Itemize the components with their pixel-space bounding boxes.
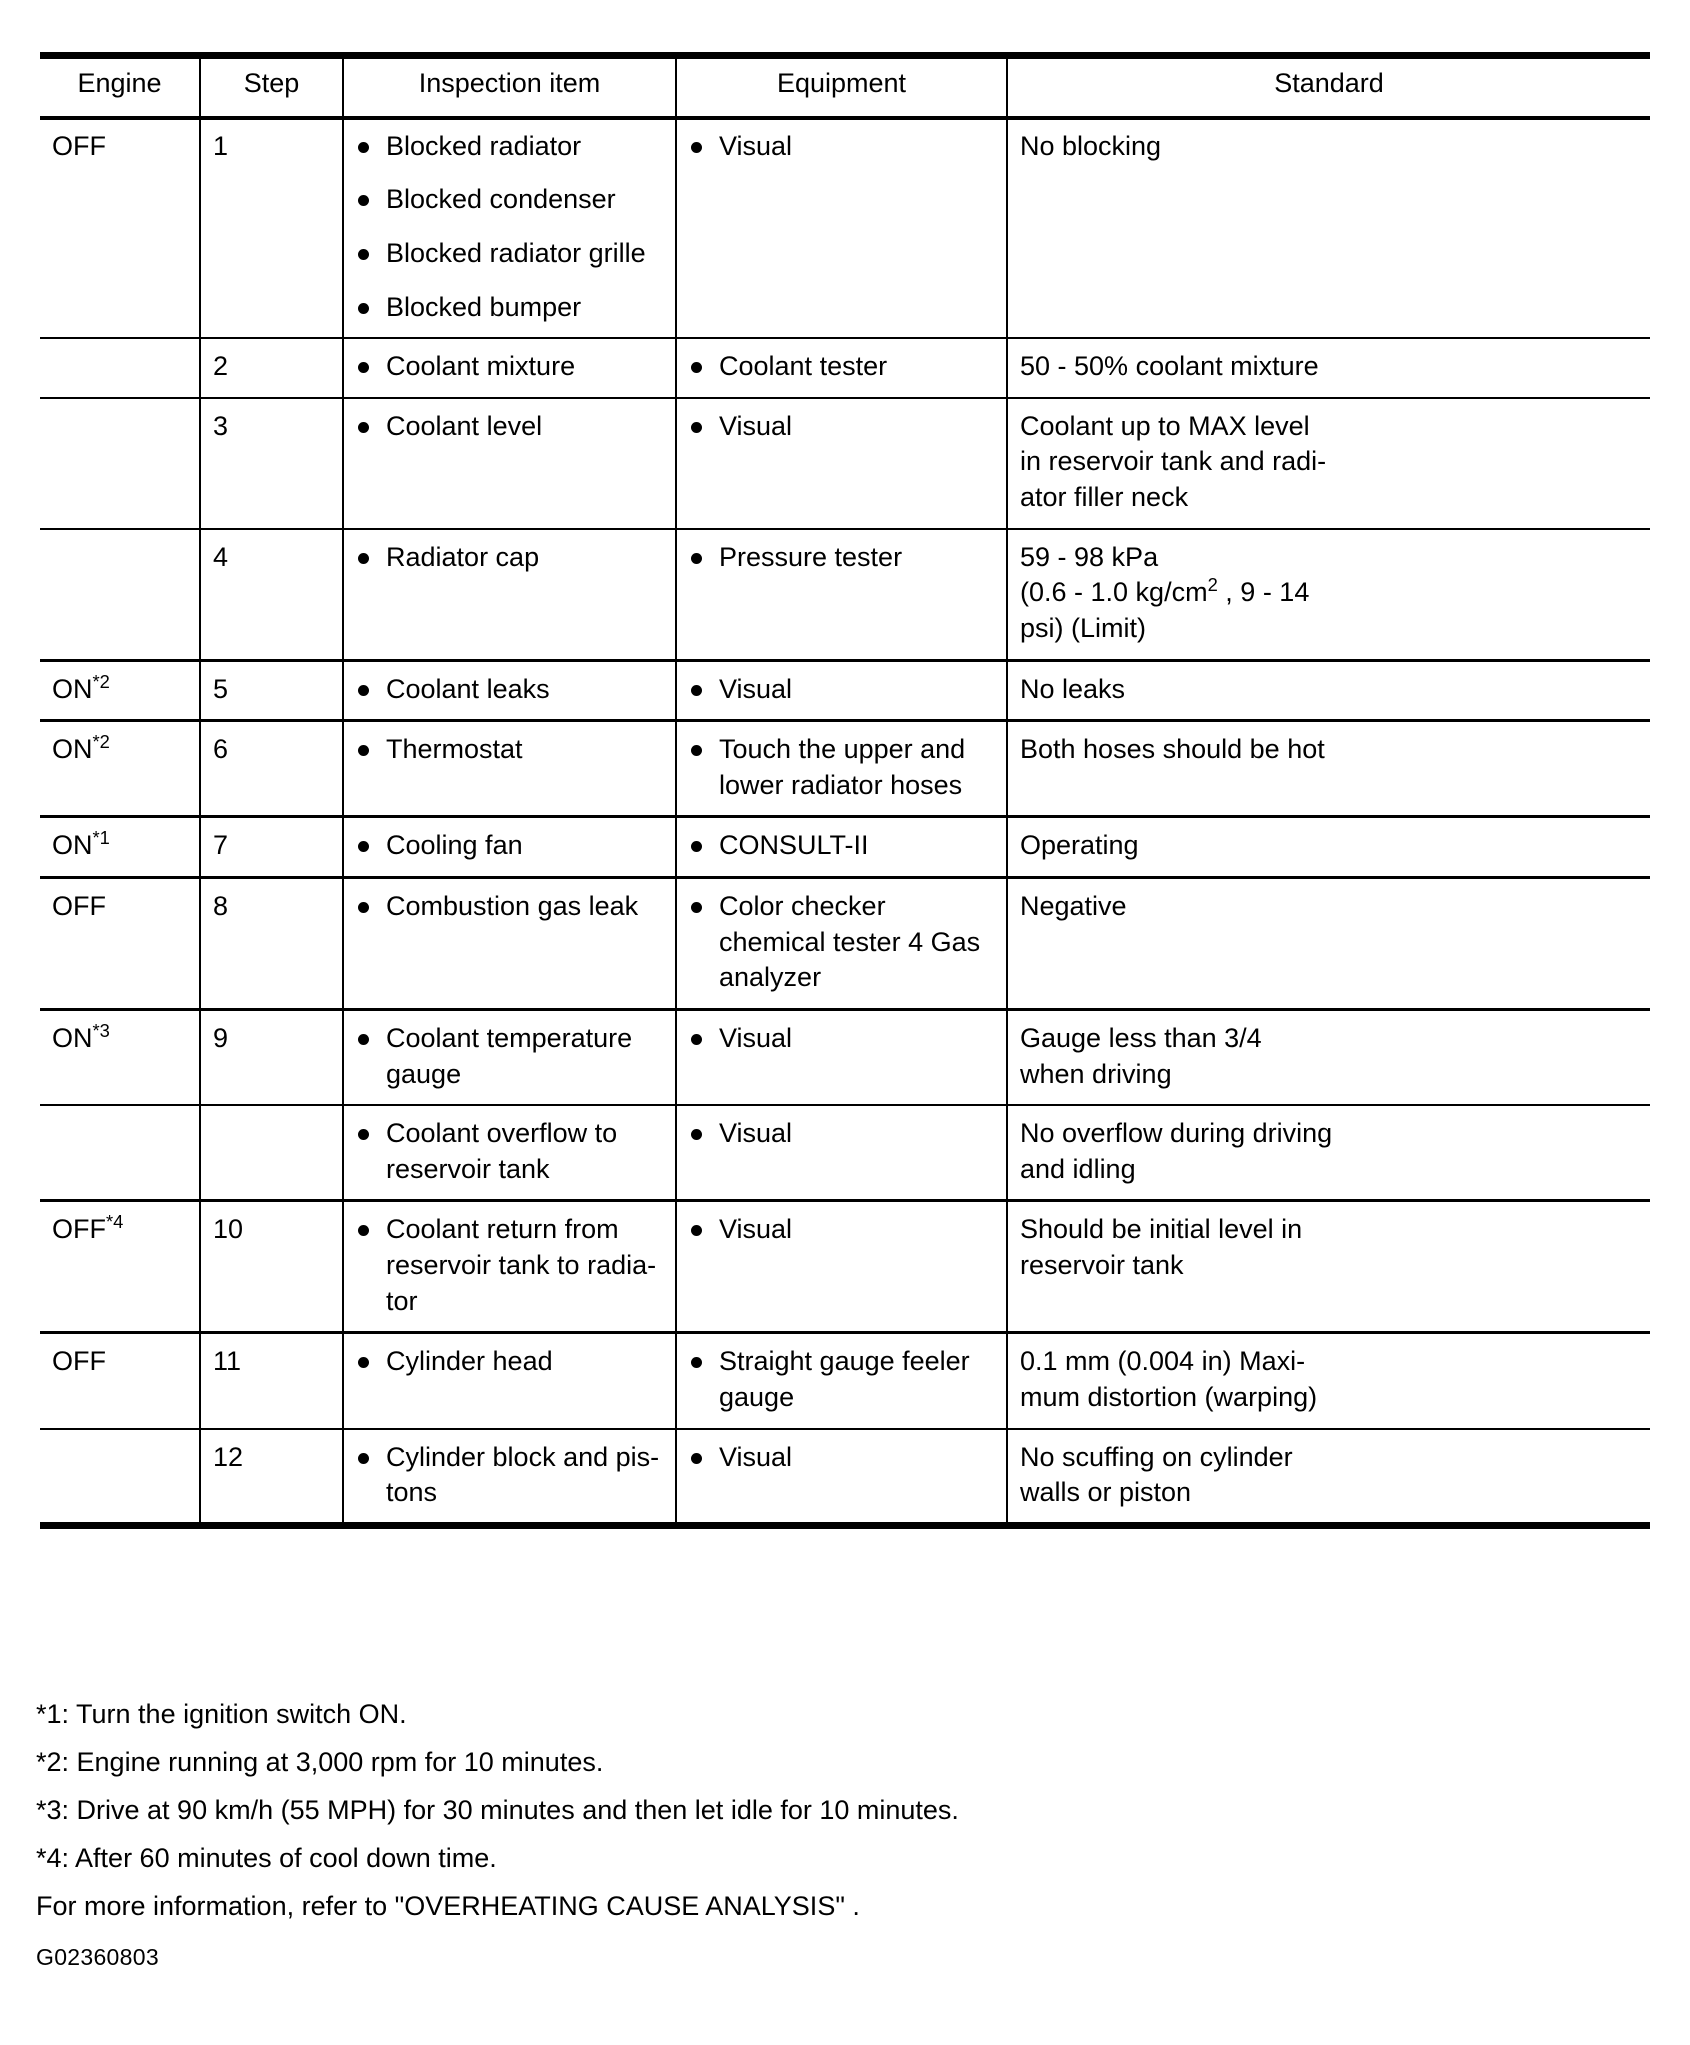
cell-standard [1007, 1105, 1650, 1201]
standard-line: 50 - 50% coolant mixture [1020, 351, 1319, 382]
engine-footnote-marker: *2 [92, 670, 110, 692]
bullet-dot-icon [358, 1225, 369, 1236]
bullet-item-label: Combustion gas leak [386, 891, 639, 921]
cell-equipment [676, 1105, 1007, 1201]
table-row [40, 1333, 1650, 1429]
bullet-item [356, 1344, 663, 1380]
table-row [40, 1105, 1650, 1201]
table-row [40, 817, 1650, 878]
cell-standard [1007, 878, 1650, 1010]
cell-inspection-item [343, 1333, 676, 1429]
cell-equipment [676, 529, 1007, 660]
table-row [40, 660, 1650, 721]
bullet-item [689, 129, 994, 165]
cell-step: 5 [200, 660, 343, 721]
cell-inspection-item [343, 660, 676, 721]
bullet-item [356, 409, 663, 445]
bullet-dot-icon [691, 1453, 702, 1464]
table-row [40, 398, 1650, 529]
bullet-item [356, 1021, 663, 1092]
cell-engine [40, 529, 200, 660]
bullet-item-label: Coolant mixture [386, 351, 576, 382]
table-row [40, 338, 1650, 398]
bullet-dot-icon [358, 362, 369, 373]
bullet-item-label: Coolant overflow to reservoir tank [386, 1118, 618, 1184]
footnote-2: *2: Engine running at 3,000 rpm for 10 minutes. [36, 1747, 604, 1777]
standard-line: in reservoir tank and radi- [1020, 446, 1327, 477]
cell-standard [1007, 817, 1650, 878]
cell-equipment [676, 660, 1007, 721]
cell-step: 11 [200, 1333, 343, 1429]
cell-engine [40, 117, 200, 338]
cell-engine [40, 1105, 200, 1201]
standard-line: Coolant up to MAX level [1020, 410, 1310, 441]
bullet-dot-icon [691, 685, 702, 696]
cell-standard [1007, 721, 1650, 817]
bullet-item [356, 889, 663, 925]
cell-engine [40, 338, 200, 398]
bullet-dot-icon [358, 1034, 369, 1045]
header-row [40, 52, 1650, 117]
bullet-dot-icon [358, 745, 369, 756]
cell-equipment [676, 878, 1007, 1010]
bullet-item [689, 1021, 994, 1057]
bullet-item-label: Blocked condenser [386, 184, 616, 215]
standard-line: No blocking [1020, 130, 1162, 161]
cell-inspection-item [343, 117, 676, 338]
bullet-item-label: Straight gauge feeler gauge [719, 1346, 970, 1412]
footnote-4: *4: After 60 minutes of cool down time. [36, 1843, 497, 1873]
engine-footnote-marker: *1 [92, 827, 110, 849]
bullet-item-label: Coolant temperature gauge [386, 1022, 633, 1089]
bullet-item [356, 828, 663, 864]
bullet-item-label: Visual [719, 130, 793, 161]
cell-engine [40, 1429, 200, 1524]
standard-line: ator filler neck [1020, 482, 1189, 512]
cell-inspection-item [343, 338, 676, 398]
engine-state: ON [52, 673, 93, 704]
cell-step: 1 [200, 117, 343, 338]
cell-standard [1007, 529, 1650, 660]
cell-standard [1007, 338, 1650, 398]
bullet-item [356, 1116, 663, 1187]
bullet-item-label: Radiator cap [386, 541, 540, 572]
cell-engine [40, 1201, 200, 1333]
bullet-dot-icon [691, 902, 702, 913]
cell-standard [1007, 1009, 1650, 1105]
bullet-dot-icon [358, 1129, 369, 1140]
cell-engine [40, 1009, 200, 1105]
cell-equipment [676, 721, 1007, 817]
cell-inspection-item [343, 817, 676, 878]
bullet-item-label: Cooling fan [386, 830, 523, 861]
standard-line: Negative [1020, 891, 1127, 921]
cell-engine [40, 398, 200, 529]
cell-engine [40, 817, 200, 878]
bullet-dot-icon [358, 553, 369, 564]
footnote-1: *1: Turn the ignition switch ON. [36, 1699, 407, 1729]
cell-equipment [676, 1009, 1007, 1105]
bullet-item-label: Blocked bumper [386, 291, 582, 322]
table-body [40, 117, 1650, 1524]
bullet-item [689, 1212, 994, 1248]
column-header-equipment: Equipment [676, 52, 1007, 117]
cell-standard [1007, 1201, 1650, 1333]
engine-state: ON [52, 734, 93, 765]
bullet-dot-icon [691, 1034, 702, 1045]
bullet-item [689, 732, 994, 803]
bullet-item [356, 1440, 663, 1511]
standard-line: when driving [1020, 1058, 1172, 1089]
cell-step: 8 [200, 878, 343, 1010]
bullet-dot-icon [691, 841, 702, 852]
cell-equipment [676, 817, 1007, 878]
engine-state: ON [52, 1022, 93, 1053]
cell-equipment [676, 1429, 1007, 1524]
cell-inspection-item [343, 1201, 676, 1333]
bullet-item [689, 1116, 994, 1152]
bullet-dot-icon [358, 422, 369, 433]
bullet-item [356, 236, 663, 272]
bullet-item-label: Visual [719, 1022, 793, 1053]
bullet-item-label: Coolant level [386, 410, 543, 441]
engine-state: OFF [52, 891, 106, 921]
bullet-item [356, 349, 663, 385]
table-row [40, 117, 1650, 338]
bullet-item-label: CONSULT-II [719, 830, 869, 861]
engine-state: OFF [52, 1346, 106, 1377]
cell-standard [1007, 117, 1650, 338]
bullet-dot-icon [691, 362, 702, 373]
bullet-item [356, 540, 663, 576]
bullet-dot-icon [358, 195, 369, 206]
cell-standard [1007, 660, 1650, 721]
standard-line: 59 - 98 kPa [1020, 541, 1159, 572]
cell-engine [40, 1333, 200, 1429]
bullet-item-label: Thermostat [386, 734, 523, 765]
cell-step: 7 [200, 817, 343, 878]
standard-line: walls or piston [1020, 1477, 1192, 1508]
footnote-3: *3: Drive at 90 km/h (55 MPH) for 30 minutes and then let idle for 10 minutes. [36, 1795, 959, 1825]
footnote-reference-note: For more information, refer to "OVERHEATING CAUSE ANALYSIS" . [36, 1891, 860, 1921]
table-row [40, 721, 1650, 817]
bullet-dot-icon [358, 1453, 369, 1464]
table-row [40, 1429, 1650, 1524]
cell-step: 3 [200, 398, 343, 529]
bullet-dot-icon [358, 902, 369, 913]
cell-inspection-item [343, 1009, 676, 1105]
cell-engine [40, 721, 200, 817]
bullet-item [356, 732, 663, 768]
bullet-dot-icon [691, 553, 702, 564]
cell-step: 9 [200, 1009, 343, 1105]
bullet-item [356, 672, 663, 708]
bullet-item [689, 349, 994, 385]
column-header-inspection-item: Inspection item [343, 52, 676, 117]
bullet-dot-icon [358, 303, 369, 314]
standard-line: 0.1 mm (0.004 in) Maxi- [1020, 1346, 1306, 1377]
cell-step [200, 1105, 343, 1201]
table-row [40, 878, 1650, 1010]
engine-footnote-marker: *2 [92, 731, 110, 753]
bullet-dot-icon [691, 422, 702, 433]
bullet-dot-icon [358, 841, 369, 852]
bullet-item [356, 1212, 663, 1319]
column-header-step: Step [200, 52, 343, 117]
bullet-item-label: Cylinder block and pis-tons [386, 1441, 660, 1508]
bullet-item-label: Touch the upper and lower radiator hoses [719, 734, 966, 800]
bullet-dot-icon [691, 1129, 702, 1140]
table-row [40, 1009, 1650, 1105]
cell-step: 2 [200, 338, 343, 398]
engine-state: OFF [52, 130, 106, 161]
engine-footnote-marker: *3 [92, 1019, 110, 1041]
standard-line: No overflow during driving [1020, 1118, 1333, 1149]
cell-standard [1007, 1333, 1650, 1429]
column-header-standard: Standard [1007, 52, 1650, 117]
document-code: G02360803 [36, 1944, 159, 1970]
bullet-item [356, 290, 663, 326]
bullet-item-label: Coolant leaks [386, 673, 550, 704]
standard-line: and idling [1020, 1153, 1136, 1184]
cell-standard [1007, 1429, 1650, 1524]
bullet-item-label: Cylinder head [386, 1346, 553, 1377]
table-row [40, 529, 1650, 660]
table-header [40, 52, 1650, 117]
cell-engine [40, 878, 200, 1010]
bullet-dot-icon [358, 685, 369, 696]
cell-step: 4 [200, 529, 343, 660]
cell-standard [1007, 398, 1650, 529]
cell-inspection-item [343, 398, 676, 529]
footnote-block [36, 1701, 1636, 1941]
cell-step: 10 [200, 1201, 343, 1333]
table-bottom-rule [40, 1522, 1650, 1529]
standard-line: mum distortion (warping) [1020, 1381, 1318, 1412]
bullet-item [689, 409, 994, 445]
cell-inspection-item [343, 1105, 676, 1201]
bullet-dot-icon [691, 1357, 702, 1368]
inspection-table [40, 52, 1650, 1525]
bullet-item-label: Blocked radiator [386, 130, 582, 161]
standard-line: psi) (Limit) [1020, 612, 1146, 643]
cell-step: 12 [200, 1429, 343, 1524]
cell-equipment [676, 1333, 1007, 1429]
cell-equipment [676, 338, 1007, 398]
cell-inspection-item [343, 1429, 676, 1524]
bullet-dot-icon [691, 745, 702, 756]
bullet-item-label: Visual [719, 673, 793, 704]
engine-state: ON [52, 830, 93, 861]
cell-equipment [676, 117, 1007, 338]
bullet-item [689, 828, 994, 864]
cell-equipment [676, 398, 1007, 529]
bullet-item-label: Coolant tester [719, 351, 888, 382]
cell-inspection-item [343, 529, 676, 660]
bullet-item [356, 129, 663, 165]
column-header-engine: Engine [40, 52, 200, 117]
engine-state: OFF [52, 1214, 106, 1245]
cell-inspection-item [343, 721, 676, 817]
cell-inspection-item [343, 878, 676, 1010]
engine-footnote-marker: *4 [106, 1211, 124, 1233]
bullet-item [356, 182, 663, 218]
standard-line: (0.6 - 1.0 $kg/cm^2$ , 9 - 14 [1020, 574, 1310, 608]
bullet-item-label: Visual [719, 410, 793, 441]
cell-engine [40, 660, 200, 721]
bullet-dot-icon [358, 249, 369, 260]
standard-line: reservoir tank [1020, 1250, 1184, 1280]
standard-line: Gauge less than 3/4 [1020, 1022, 1262, 1053]
bullet-item-label: Visual [719, 1118, 793, 1149]
bullet-item-label: Coolant return from reservoir tank to radia-tor [386, 1214, 657, 1316]
bullet-item-label: Visual [719, 1214, 793, 1245]
inspection-table-wrapper [40, 52, 1650, 1525]
bullet-item-label: Visual [719, 1441, 793, 1472]
bullet-item [689, 672, 994, 708]
table-header-rule [40, 116, 1650, 120]
bullet-item-label: Blocked radiator grille [386, 237, 646, 268]
standard-line: Operating [1020, 830, 1139, 861]
standard-line: No scuffing on cylinder [1020, 1441, 1293, 1472]
bullet-item [689, 1440, 994, 1476]
bullet-item-label: Color checker chemical tester 4 Gas analyzer [719, 891, 981, 993]
bullet-dot-icon [691, 1225, 702, 1236]
bullet-item [689, 889, 994, 996]
standard-line: Both hoses should be hot [1020, 734, 1325, 765]
bullet-dot-icon [691, 142, 702, 153]
bullet-item [689, 540, 994, 576]
cell-step: 6 [200, 721, 343, 817]
standard-line: Should be initial level in [1020, 1214, 1303, 1245]
bullet-item-label: Pressure tester [719, 541, 903, 572]
standard-line: No leaks [1020, 673, 1126, 704]
bullet-item [689, 1344, 994, 1415]
bullet-dot-icon [358, 142, 369, 153]
superscript-two: 2 [1207, 574, 1218, 596]
bullet-dot-icon [358, 1357, 369, 1368]
cell-equipment [676, 1201, 1007, 1333]
table-row [40, 1201, 1650, 1333]
